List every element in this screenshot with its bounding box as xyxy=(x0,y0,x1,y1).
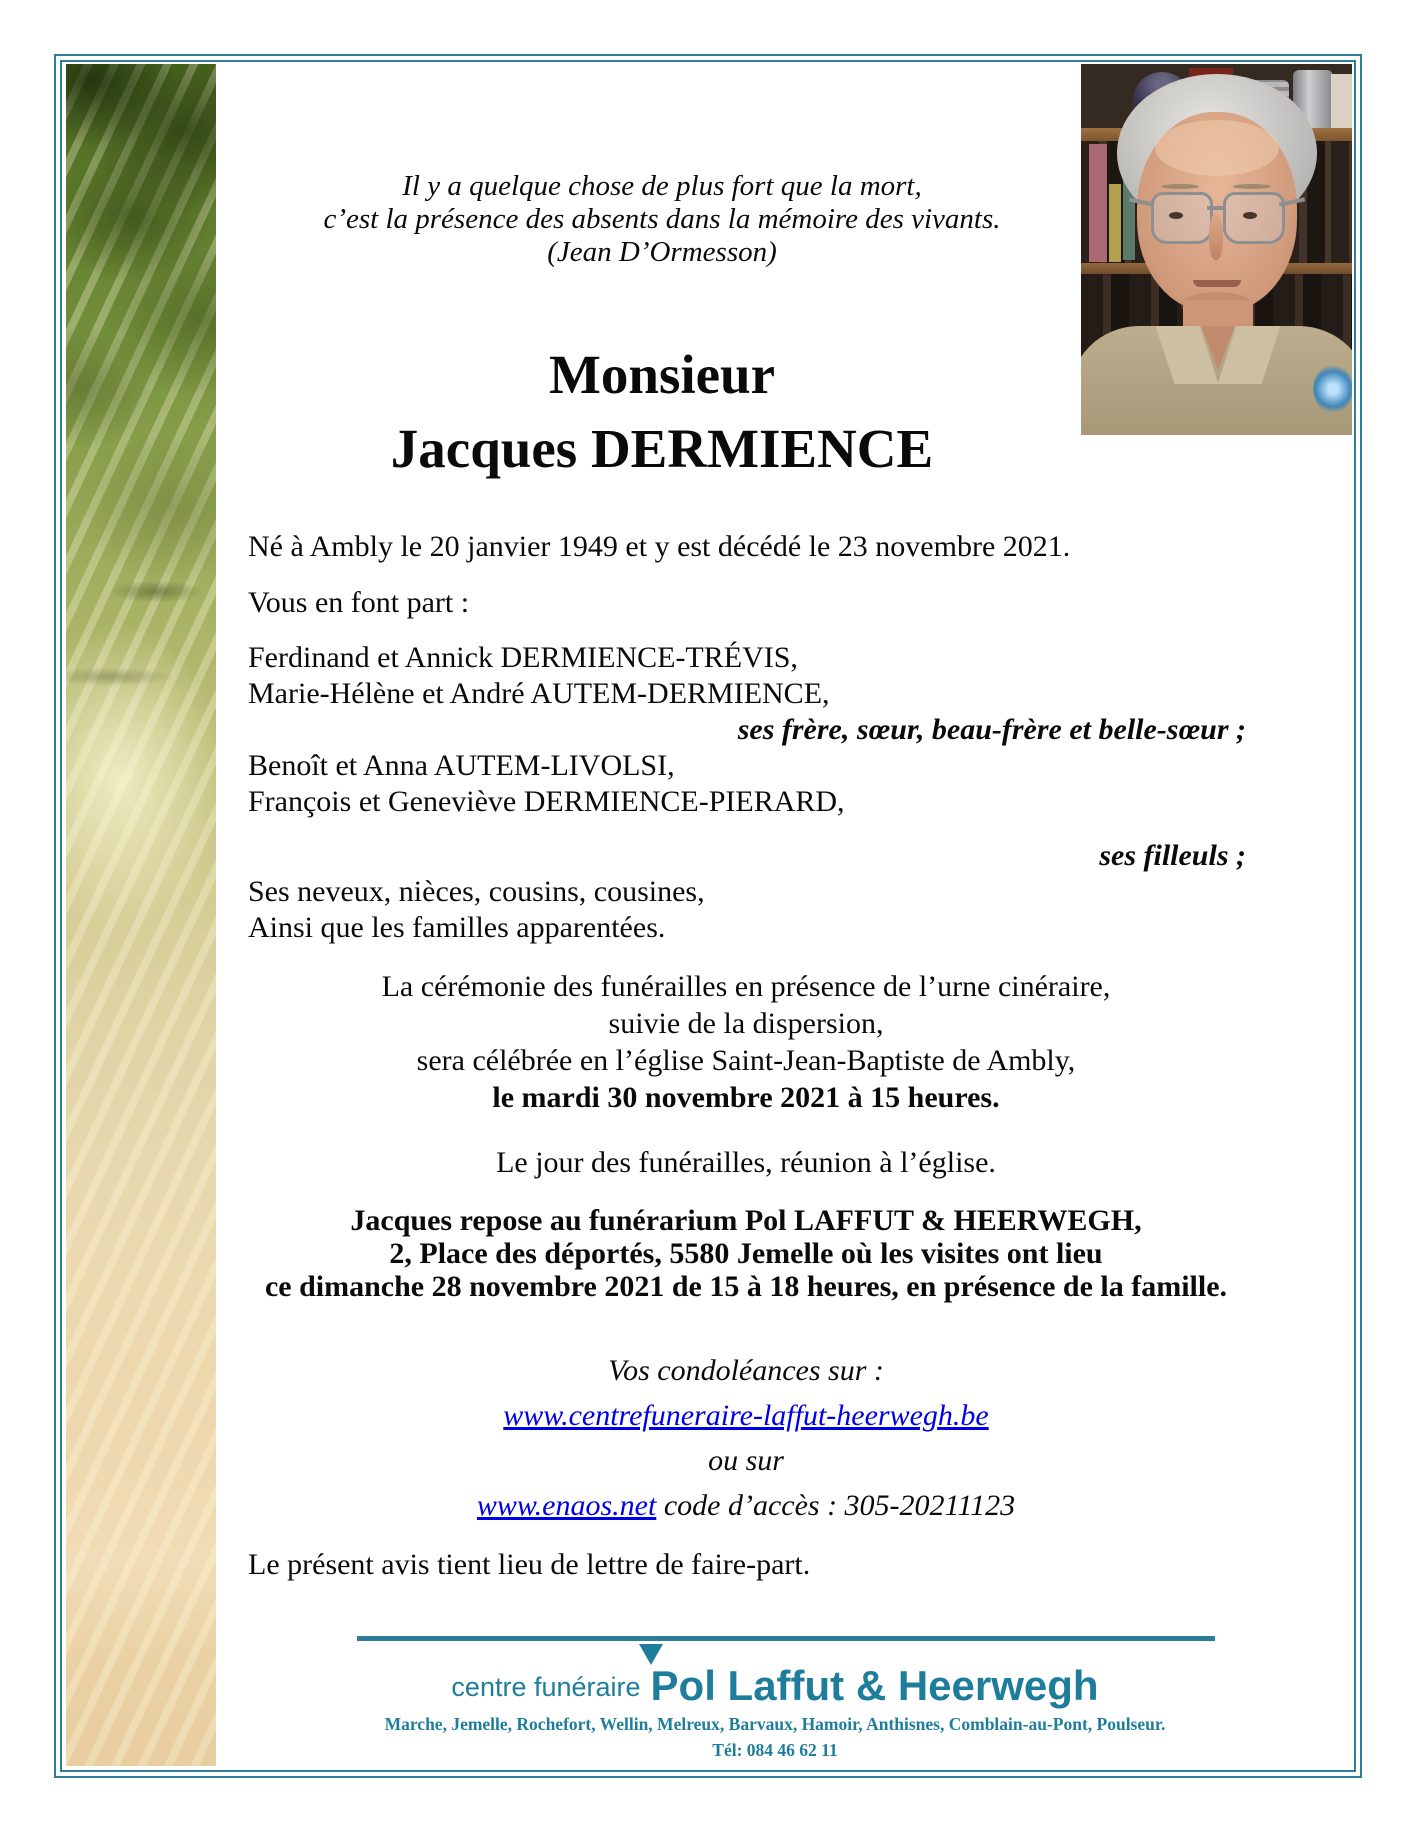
birth-death-line: Né à Ambly le 20 janvier 1949 et y est décédé le 23 novembre 2021. xyxy=(248,530,1071,563)
repose-line: Jacques repose au funérarium Pol LAFFUT & HEERWEGH, xyxy=(350,1204,1142,1237)
photo-forehead-highlight xyxy=(1155,120,1279,176)
access-code: code d’accès : 305-20211123 xyxy=(663,1489,1016,1522)
footer-phone: Tél: 084 46 62 11 xyxy=(712,1740,838,1760)
logo-prefix: centre funéraire xyxy=(451,1672,641,1702)
photo-mouth xyxy=(1193,280,1241,287)
announcement-line: Vous en font part : xyxy=(248,586,470,619)
forest-strip-image xyxy=(66,64,216,1766)
condolences-link-2[interactable]: www.enaos.net xyxy=(476,1489,657,1522)
photo-papers xyxy=(1331,74,1352,132)
ceremony-line: La cérémonie des funérailles en présence de l’urne cinéraire, xyxy=(381,970,1111,1003)
family-member: Marie-Hélène et André AUTEM-DERMIENCE, xyxy=(248,677,830,710)
logo-brand-text: Pol Laffut & Heerwegh xyxy=(650,1662,1099,1709)
condolences-intro: Vos condoléances sur : xyxy=(608,1354,884,1387)
condolences-link-1[interactable]: www.centrefuneraire-laffut-heerwegh.be xyxy=(503,1399,989,1432)
condolences-block xyxy=(248,1348,1244,1528)
condolences-or: ou sur xyxy=(708,1444,784,1477)
family-member: Ferdinand et Annick DERMIENCE-TRÉVIS, xyxy=(248,641,798,674)
title-honorific: Monsieur xyxy=(548,344,776,405)
family-member: Ses neveux, nièces, cousins, cousines, xyxy=(248,875,705,908)
ceremony-line: suivie de la dispersion, xyxy=(608,1007,884,1040)
logo-brand-name xyxy=(651,1662,1099,1710)
quote-author: (Jean D’Ormesson) xyxy=(547,236,777,268)
deceased-name: Jacques DERMIENCE xyxy=(390,418,934,479)
footer-locations: Marche, Jemelle, Rochefort, Wellin, Melreux, Barvaux, Hamoir, Anthisnes, Comblain-au-Pont, Poulseur. xyxy=(384,1714,1166,1734)
ceremony-datetime: le mardi 30 novembre 2021 à 15 heures. xyxy=(492,1081,1000,1114)
family-member: François et Geneviève DERMIENCE-PIERARD, xyxy=(248,785,845,818)
ceremony-line: sera célébrée en l’église Saint-Jean-Baptiste de Ambly, xyxy=(416,1044,1076,1077)
funeral-home-logo xyxy=(217,1662,1333,1710)
repose-details xyxy=(248,1204,1244,1303)
memorial-quote xyxy=(62,170,1262,269)
family-relation: ses filleuls ; xyxy=(1099,839,1246,872)
repose-line: ce dimanche 28 novembre 2021 de 15 à 18 heures, en présence de la famille. xyxy=(264,1270,1228,1303)
repose-line: 2, Place des déportés, 5580 Jemelle où les visites ont lieu xyxy=(389,1237,1103,1270)
quote-line: Il y a quelque chose de plus fort que la mort, xyxy=(402,170,922,202)
footer-divider-line xyxy=(357,1636,1215,1641)
closing-line: Le présent avis tient lieu de lettre de faire-part. xyxy=(248,1548,811,1581)
family-relation: ses frère, sœur, beau-frère et belle-sœur ; xyxy=(737,713,1246,746)
family-member: Ainsi que les familles apparentées. xyxy=(248,911,666,944)
logo-triangle-icon xyxy=(639,1644,663,1665)
quote-line: c’est la présence des absents dans la mémoire des vivants. xyxy=(323,203,1001,235)
family-member: Benoît et Anna AUTEM-LIVOLSI, xyxy=(248,749,675,782)
ceremony-details xyxy=(248,968,1244,1116)
meeting-line: Le jour des funérailles, réunion à l’église. xyxy=(496,1146,996,1179)
photo-light-spot xyxy=(1313,364,1352,414)
family-list xyxy=(248,640,1248,946)
deceased-title xyxy=(62,338,1262,486)
